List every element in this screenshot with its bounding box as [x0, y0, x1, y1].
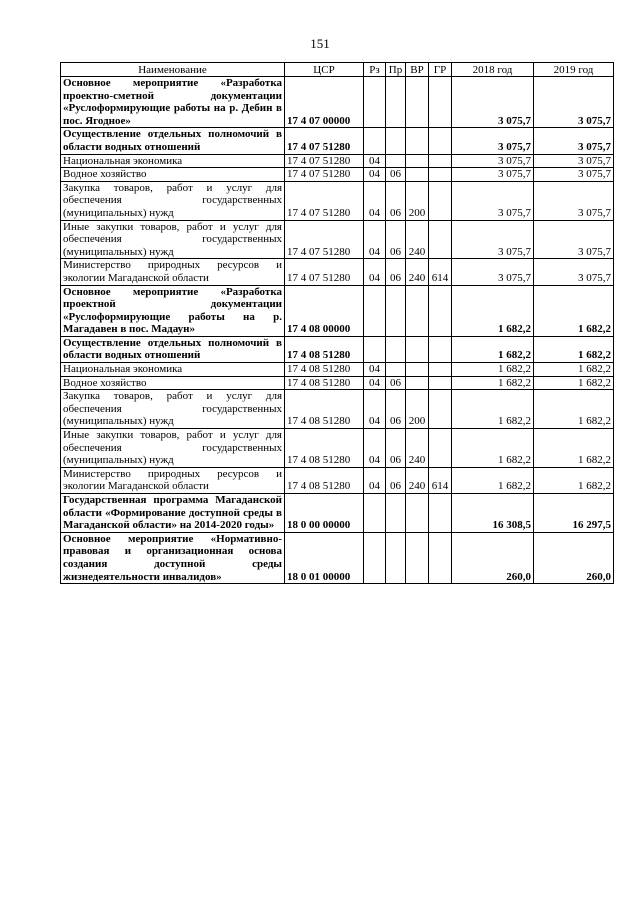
cell-gr: [429, 181, 452, 220]
cell-vr: [406, 532, 429, 583]
cell-csr: 17 4 08 51280: [285, 376, 364, 390]
table-row: [61, 390, 614, 429]
cell-name: Осуществление отдельных полномочий в области водных отношений: [61, 128, 285, 154]
cell-gr: [429, 390, 452, 429]
cell-csr: 17 4 08 00000: [285, 285, 364, 336]
cell-vr: 200: [406, 390, 429, 429]
cell-csr: 17 4 08 51280: [285, 467, 364, 493]
cell-2018: 3 075,7: [452, 154, 534, 168]
cell-vr: 200: [406, 181, 429, 220]
cell-csr: 17 4 08 51280: [285, 336, 364, 362]
cell-vr: 240: [406, 220, 429, 259]
header-csr: ЦСР: [285, 63, 364, 77]
cell-name: Закупка товаров, работ и услуг для обеспечения государственных (муниципальных) нужд: [61, 390, 285, 429]
cell-2019: 16 297,5: [534, 494, 614, 533]
cell-gr: [429, 363, 452, 377]
cell-rz: 04: [364, 376, 386, 390]
cell-gr: [429, 168, 452, 182]
cell-name: Министерство природных ресурсов и экологии Магаданской области: [61, 259, 285, 285]
table-row: [61, 259, 614, 285]
cell-pr: [386, 336, 406, 362]
cell-vr: [406, 376, 429, 390]
cell-2019: 1 682,2: [534, 336, 614, 362]
cell-vr: [406, 154, 429, 168]
table-row: [61, 181, 614, 220]
page-number: 151: [310, 36, 330, 51]
cell-gr: [429, 376, 452, 390]
cell-rz: 04: [364, 220, 386, 259]
cell-gr: [429, 532, 452, 583]
cell-pr: [386, 494, 406, 533]
cell-rz: 04: [364, 363, 386, 377]
cell-2019: 1 682,2: [534, 390, 614, 429]
header-gr: ГР: [429, 63, 452, 77]
table-row: [61, 532, 614, 583]
cell-name: Осуществление отдельных полномочий в области водных отношений: [61, 336, 285, 362]
cell-2019: 3 075,7: [534, 220, 614, 259]
cell-name: Министерство природных ресурсов и экологии Магаданской области: [61, 467, 285, 493]
cell-pr: [386, 128, 406, 154]
cell-name: Закупка товаров, работ и услуг для обеспечения государственных (муниципальных) нужд: [61, 181, 285, 220]
cell-2019: 1 682,2: [534, 376, 614, 390]
cell-2018: 3 075,7: [452, 168, 534, 182]
cell-2018: 16 308,5: [452, 494, 534, 533]
cell-2019: 3 075,7: [534, 168, 614, 182]
table-row: [61, 336, 614, 362]
cell-csr: 17 4 08 51280: [285, 363, 364, 377]
table-row: [61, 285, 614, 336]
header-rz: Рз: [364, 63, 386, 77]
cell-pr: 06: [386, 259, 406, 285]
table-row: [61, 376, 614, 390]
cell-csr: 18 0 01 00000: [285, 532, 364, 583]
cell-rz: 04: [364, 429, 386, 468]
cell-csr: 17 4 07 51280: [285, 154, 364, 168]
cell-gr: [429, 220, 452, 259]
cell-gr: [429, 154, 452, 168]
table-header-row: [61, 63, 614, 77]
table-row: [61, 429, 614, 468]
cell-rz: 04: [364, 390, 386, 429]
cell-2018: 3 075,7: [452, 181, 534, 220]
cell-2019: 3 075,7: [534, 128, 614, 154]
cell-name: Водное хозяйство: [61, 168, 285, 182]
cell-csr: 17 4 07 51280: [285, 168, 364, 182]
cell-gr: 614: [429, 467, 452, 493]
cell-rz: [364, 77, 386, 128]
cell-2018: 3 075,7: [452, 220, 534, 259]
cell-pr: [386, 285, 406, 336]
cell-gr: [429, 336, 452, 362]
cell-csr: 17 4 07 00000: [285, 77, 364, 128]
cell-pr: 06: [386, 220, 406, 259]
cell-2019: 1 682,2: [534, 429, 614, 468]
cell-2018: 260,0: [452, 532, 534, 583]
cell-vr: [406, 77, 429, 128]
cell-name: Иные закупки товаров, работ и услуг для обеспечения государственных (муниципальных) нужд: [61, 220, 285, 259]
cell-rz: [364, 494, 386, 533]
cell-2018: 1 682,2: [452, 429, 534, 468]
cell-rz: 04: [364, 181, 386, 220]
cell-pr: 06: [386, 181, 406, 220]
cell-2018: 3 075,7: [452, 77, 534, 128]
cell-gr: [429, 285, 452, 336]
cell-2018: 1 682,2: [452, 336, 534, 362]
cell-vr: 240: [406, 467, 429, 493]
cell-gr: 614: [429, 259, 452, 285]
cell-name: Водное хозяйство: [61, 376, 285, 390]
cell-pr: 06: [386, 168, 406, 182]
table-row: [61, 128, 614, 154]
cell-2019: 260,0: [534, 532, 614, 583]
cell-csr: 17 4 07 51280: [285, 259, 364, 285]
cell-pr: 06: [386, 429, 406, 468]
cell-vr: [406, 494, 429, 533]
cell-2019: 3 075,7: [534, 77, 614, 128]
cell-pr: [386, 363, 406, 377]
header-2018: 2018 год: [452, 63, 534, 77]
cell-pr: [386, 77, 406, 128]
cell-2018: 1 682,2: [452, 390, 534, 429]
cell-pr: 06: [386, 376, 406, 390]
cell-vr: [406, 363, 429, 377]
cell-csr: 17 4 08 51280: [285, 429, 364, 468]
cell-2019: 1 682,2: [534, 363, 614, 377]
cell-2019: 3 075,7: [534, 154, 614, 168]
cell-rz: 04: [364, 154, 386, 168]
cell-name: Государственная программа Магаданской области «Формирование доступной среды в Магаданской области» на 2014-2020 годы»: [61, 494, 285, 533]
cell-2018: 3 075,7: [452, 259, 534, 285]
cell-2019: 1 682,2: [534, 467, 614, 493]
cell-rz: [364, 336, 386, 362]
cell-rz: 04: [364, 467, 386, 493]
cell-name: Иные закупки товаров, работ и услуг для обеспечения государственных (муниципальных) нужд: [61, 429, 285, 468]
cell-gr: [429, 77, 452, 128]
cell-csr: 17 4 08 51280: [285, 390, 364, 429]
cell-vr: [406, 128, 429, 154]
cell-vr: [406, 168, 429, 182]
cell-name: Национальная экономика: [61, 154, 285, 168]
table-row: [61, 467, 614, 493]
cell-2018: 1 682,2: [452, 467, 534, 493]
cell-pr: 06: [386, 390, 406, 429]
cell-vr: 240: [406, 429, 429, 468]
cell-csr: 18 0 00 00000: [285, 494, 364, 533]
cell-rz: [364, 128, 386, 154]
cell-csr: 17 4 07 51280: [285, 181, 364, 220]
cell-pr: [386, 532, 406, 583]
cell-gr: [429, 429, 452, 468]
table-row: [61, 220, 614, 259]
cell-gr: [429, 494, 452, 533]
cell-name: Основное мероприятие «Нормативно-правовая и организационная основа создания доступной среды жизнедеятельности инвалидов»: [61, 532, 285, 583]
cell-rz: [364, 285, 386, 336]
table-row: [61, 363, 614, 377]
cell-csr: 17 4 07 51280: [285, 220, 364, 259]
cell-vr: 240: [406, 259, 429, 285]
cell-rz: [364, 532, 386, 583]
cell-2019: 1 682,2: [534, 285, 614, 336]
cell-csr: 17 4 07 51280: [285, 128, 364, 154]
budget-table: [60, 62, 614, 584]
header-pr: Пр: [386, 63, 406, 77]
cell-name: Основное мероприятие «Разработка проектной документации «Руслоформирующие работы на р. Магадавен в пос. Мадаун»: [61, 285, 285, 336]
header-vr: ВР: [406, 63, 429, 77]
cell-name: Основное мероприятие «Разработка проектно-сметной документации «Руслоформирующие работы на р. Дебин в пос. Ягодное»: [61, 77, 285, 128]
cell-vr: [406, 336, 429, 362]
table-row: [61, 494, 614, 533]
table-row: [61, 154, 614, 168]
header-name: Наименование: [61, 63, 285, 77]
cell-rz: 04: [364, 168, 386, 182]
table-row: [61, 77, 614, 128]
cell-name: Национальная экономика: [61, 363, 285, 377]
cell-2019: 3 075,7: [534, 259, 614, 285]
cell-2018: 1 682,2: [452, 376, 534, 390]
table-row: [61, 168, 614, 182]
header-2019: 2019 год: [534, 63, 614, 77]
cell-2018: 3 075,7: [452, 128, 534, 154]
cell-rz: 04: [364, 259, 386, 285]
cell-pr: 06: [386, 467, 406, 493]
cell-pr: [386, 154, 406, 168]
cell-2018: 1 682,2: [452, 363, 534, 377]
cell-gr: [429, 128, 452, 154]
cell-vr: [406, 285, 429, 336]
cell-2018: 1 682,2: [452, 285, 534, 336]
cell-2019: 3 075,7: [534, 181, 614, 220]
